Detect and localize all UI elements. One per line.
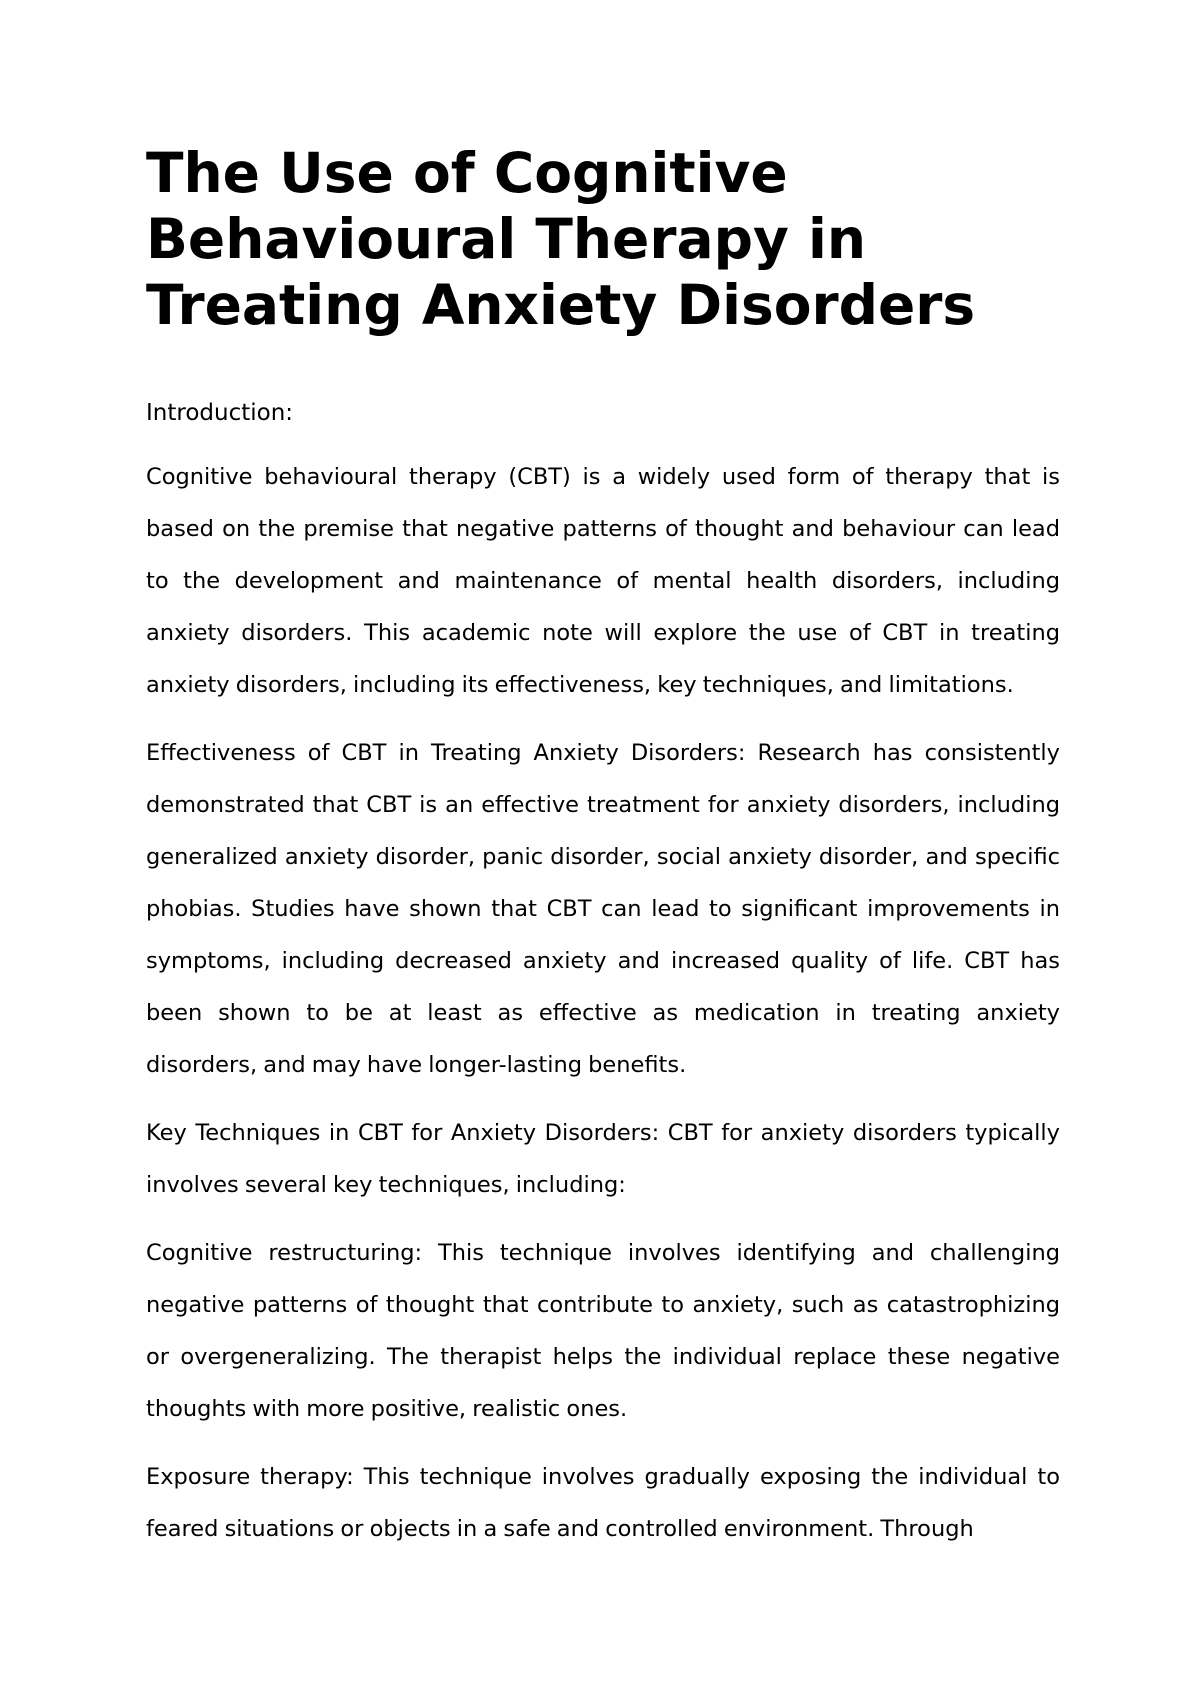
title-line: Behavioural Therapy in	[146, 207, 866, 271]
paragraph-effectiveness: Effectiveness of CBT in Treating Anxiety Disorders: Research has consistently demonstrated that CBT is an effective treatment for anxiety disorders, including generalized anxiety disorder, panic disorder, social anxiety disorder, and specific phobias. Studies have shown that CBT can lead to significant improvements in symptoms, including decreased anxiety and increased quality of life. CBT has been shown to be at least as effective as medication in treating anxiety disorders, and may have longer-lasting benefits.	[146, 740, 1060, 1078]
document-title	[146, 140, 1060, 338]
title-line: The Use of Cognitive	[146, 141, 788, 205]
paragraph-exposure-therapy: Exposure therapy: This technique involves gradually exposing the individual to feared situations or objects in a safe and controlled environment. Through	[146, 1464, 1060, 1542]
introduction-label: Introduction:	[146, 400, 294, 426]
title-line: Treating Anxiety Disorders	[146, 273, 976, 337]
paragraph-cognitive-restructuring: Cognitive restructuring: This technique involves identifying and challenging negative patterns of thought that contribute to anxiety, such as catastrophizing or overgeneralizing. The therapist helps the individual replace these negative thoughts with more positive, realistic ones.	[146, 1240, 1060, 1422]
document-body	[146, 140, 1060, 1555]
paragraph-introduction: Cognitive behavioural therapy (CBT) is a widely used form of therapy that is based on the premise that negative patterns of thought and behaviour can lead to the development and maintenance of mental health disorders, including anxiety disorders. This academic note will explore the use of CBT in treating anxiety disorders, including its effectiveness, key techniques, and limitations.	[146, 464, 1060, 698]
paragraph-key-techniques: Key Techniques in CBT for Anxiety Disorders: CBT for anxiety disorders typically involves several key techniques, including:	[146, 1120, 1060, 1198]
